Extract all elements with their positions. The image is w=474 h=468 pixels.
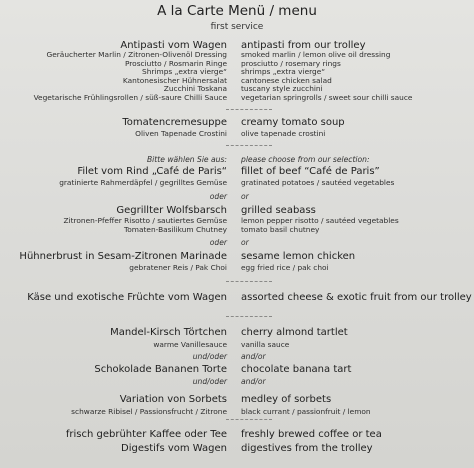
german-text: Tomaten-Basilikum Chutney xyxy=(124,225,227,234)
connector-row xyxy=(0,155,474,164)
german-text: Digestifs vom Wagen xyxy=(121,443,227,454)
german-text: warme Vanillesauce xyxy=(153,340,227,349)
connector-row xyxy=(0,377,474,386)
english-text: tomato basil chutney xyxy=(241,225,320,234)
german-text: Schokolade Bananen Torte xyxy=(94,364,227,375)
english-text: sesame lemon chicken xyxy=(241,251,356,262)
german-text: Mandel-Kirsch Törtchen xyxy=(110,327,227,338)
german-text: oder xyxy=(209,238,227,247)
english-text: smoked marlin / lemon olive oil dressing xyxy=(241,50,391,59)
english-text: creamy tomato soup xyxy=(241,117,345,128)
english-text: olive tapenade crostini xyxy=(241,129,326,138)
german-text: schwarze Ribisel / Passionsfrucht / Zitrone xyxy=(71,407,227,416)
german-text: oder xyxy=(209,192,227,201)
dish-detail-row xyxy=(0,263,474,272)
english-text: prosciutto / rosemary rings xyxy=(241,58,341,68)
german-text: Zucchini Toskana xyxy=(163,84,227,93)
english-text: and/or xyxy=(241,352,266,361)
dish-row xyxy=(0,443,474,455)
german-text: frisch gebrühter Kaffee oder Tee xyxy=(65,429,227,440)
dish-row xyxy=(0,394,474,406)
english-text: black currant / passionfruit / lemon xyxy=(241,407,371,416)
dish-row xyxy=(0,292,474,304)
section-divider xyxy=(226,145,272,146)
english-text: tuscany style zucchini xyxy=(241,84,323,93)
german-text: Vegetarische Frühlingsrollen / süß-saure Chilli Sauce xyxy=(33,92,227,102)
english-text: egg fried rice / pak choi xyxy=(241,263,329,272)
english-text: and/or xyxy=(241,377,266,386)
german-text: Kantonesischer Hühnersalat xyxy=(122,75,227,85)
german-text: Oliven Tapenade Crostini xyxy=(135,129,227,138)
english-text: cantonese chicken salad xyxy=(241,75,332,85)
english-text: lemon pepper risotto / sautéed vegetables xyxy=(241,216,399,225)
german-text: Tomatencremesuppe xyxy=(122,117,227,128)
dish-row xyxy=(0,364,474,376)
english-text: please choose from our selection: xyxy=(241,155,370,164)
menu-subtitle: first service xyxy=(210,22,264,32)
german-text: Bitte wählen Sie aus: xyxy=(146,155,227,164)
english-text: chocolate banana tart xyxy=(241,364,352,375)
connector-row xyxy=(0,238,474,247)
dish-row xyxy=(0,429,474,441)
german-text: Antipasti vom Wagen xyxy=(120,40,227,51)
english-text: or xyxy=(241,192,249,201)
dish-detail-row xyxy=(0,216,474,225)
english-text: cherry almond tartlet xyxy=(241,327,348,338)
german-text: Gegrillter Wolfsbarsch xyxy=(116,205,227,216)
german-text: Geräucherter Marlin / Zitronen-Olivenöl Dressing xyxy=(46,50,227,59)
german-text: und/oder xyxy=(192,352,227,361)
german-text: gebratener Reis / Pak Choi xyxy=(129,263,227,272)
german-text: Shrimps „extra vierge“ xyxy=(142,67,227,76)
english-text: gratinated potatoes / sautéed vegetables xyxy=(241,178,395,187)
english-text: shrimps „extra vierge“ xyxy=(241,67,326,76)
connector-row xyxy=(0,352,474,361)
german-text: gratinierte Rahmerdäpfel / gegrilltes Gemüse xyxy=(59,178,227,187)
german-text: Zitronen-Pfeffer Risotto / sautiertes Gemüse xyxy=(63,216,227,225)
german-text: Filet vom Rind „Café de Paris“ xyxy=(77,166,227,177)
section-divider xyxy=(226,281,272,282)
connector-row xyxy=(0,192,474,201)
german-text: Variation von Sorbets xyxy=(119,394,227,405)
german-text: Käse und exotische Früchte vom Wagen xyxy=(27,292,227,303)
english-text: freshly brewed coffee or tea xyxy=(241,429,382,440)
dish-row xyxy=(0,117,474,129)
german-text: Prosciutto / Rosmarin Ringe xyxy=(124,58,227,68)
menu-title: A la Carte Menü / menu xyxy=(157,3,317,19)
section-divider xyxy=(226,316,272,317)
english-text: assorted cheese & exotic fruit from our trolley xyxy=(241,292,472,303)
english-text: digestives from the trolley xyxy=(241,443,373,454)
english-text: grilled seabass xyxy=(241,205,316,216)
english-text: vanilla sauce xyxy=(241,340,290,349)
dish-row xyxy=(0,251,474,263)
english-text: fillet of beef “Café de Paris” xyxy=(241,166,380,177)
english-text: antipasti from our trolley xyxy=(241,40,366,51)
section-divider xyxy=(226,109,272,110)
english-text: vegetarian springrolls / sweet sour chilli sauce xyxy=(241,92,413,102)
german-text: Hühnerbrust in Sesam-Zitronen Marinade xyxy=(19,251,227,262)
english-text: medley of sorbets xyxy=(241,394,332,405)
section-divider xyxy=(226,419,272,420)
english-text: or xyxy=(241,238,249,247)
dish-detail-row xyxy=(0,178,474,187)
dish-detail-row xyxy=(0,225,474,234)
german-text: und/oder xyxy=(192,377,227,386)
dish-detail-row xyxy=(0,129,474,138)
dish-row xyxy=(0,327,474,339)
dish-detail-row xyxy=(0,340,474,349)
dish-detail-row xyxy=(0,93,474,102)
dish-detail-row xyxy=(0,407,474,416)
dish-row xyxy=(0,166,474,178)
